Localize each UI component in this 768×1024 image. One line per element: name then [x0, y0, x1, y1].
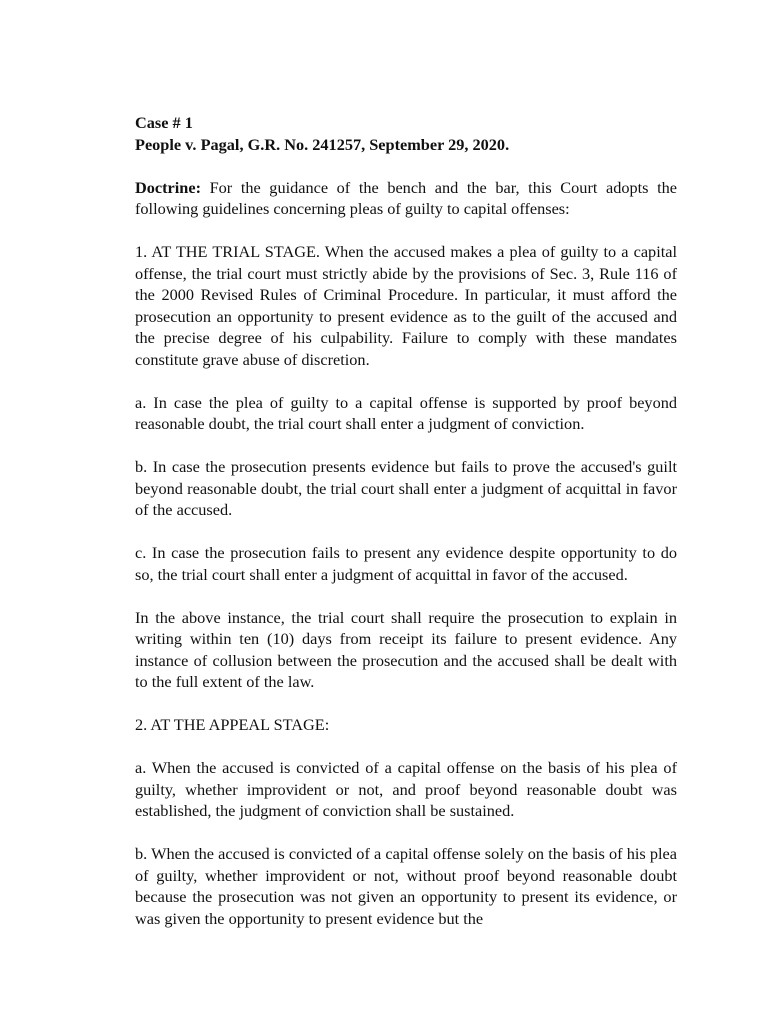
case-header	[135, 112, 677, 155]
paragraph-trial-a: a. In case the plea of guilty to a capital offense is supported by proof beyond reasonable doubt, the trial court shall enter a judgment of conviction.	[135, 392, 677, 433]
paragraph-appeal-stage: 2. AT THE APPEAL STAGE:	[135, 715, 330, 734]
paragraph-appeal-a: a. When the accused is convicted of a capital offense on the basis of his plea of guilty, whether improvident or not, and proof beyond reasonable doubt was established, the judgment of conviction shall be sustained.	[135, 758, 677, 820]
case-number: Case # 1	[135, 113, 193, 132]
paragraph-collusion: In the above instance, the trial court shall require the prosecution to explain in writing within ten (10) days from receipt its failure to present evidence. Any instance of collusion between the prosecution and the accused shall be dealt with to the full extent of the law.	[135, 607, 677, 691]
doctrine-paragraph	[135, 177, 677, 220]
paragraph-appeal-b: b. When the accused is convicted of a capital offense solely on the basis of his plea of guilty, whether improvident or not, without proof beyond reasonable doubt because the prosecution was not given an opportunity to present its evidence, or was given the opportunity to present evidence but the	[135, 844, 677, 928]
doctrine-label: Doctrine:	[135, 177, 201, 197]
doctrine-text: For the guidance of the bench and the bar, this Court adopts the following guidelines concerning pleas of guilty to capital offenses:	[135, 177, 677, 218]
paragraph-trial-c: c. In case the prosecution fails to present any evidence despite opportunity to do so, the trial court shall enter a judgment of acquittal in favor of the accused.	[135, 543, 677, 584]
paragraph-trial-b: b. In case the prosecution presents evidence but fails to prove the accused's guilt beyond reasonable doubt, the trial court shall enter a judgment of acquittal in favor of the accused.	[135, 457, 677, 519]
document-page	[135, 112, 677, 951]
paragraph-trial-stage: 1. AT THE TRIAL STAGE. When the accused makes a plea of guilty to a capital offense, the trial court must strictly abide by the provisions of Sec. 3, Rule 116 of the 2000 Revised Rules of Criminal Procedure. In particular, it must afford the prosecution an opportunity to present evidence as to the guilt of the accused and the precise degree of his culpability. Failure to comply with these mandates constitute grave abuse of discretion.	[135, 242, 677, 369]
case-citation: People v. Pagal, G.R. No. 241257, September 29, 2020.	[135, 134, 510, 154]
